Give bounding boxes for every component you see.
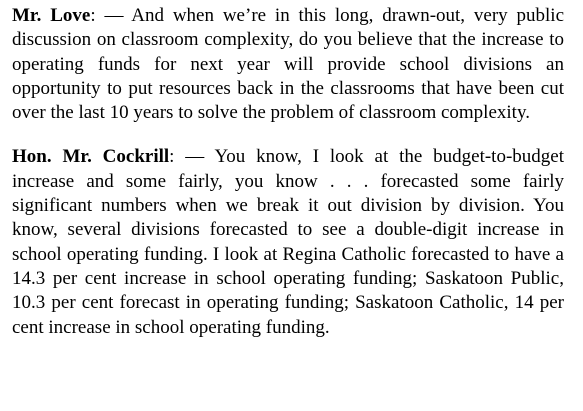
speech-text: You know, I look at the budget-to-budget increase and some fairly, you know . . . forecasted some fairly significant numbers when we break it out division by division. You know, several divisions forecasted to see a double-digit increase in school operating funding. I look at Regina Catholic forecasted to have a 14.3 per cent increase in school operating funding; Saskatoon Public, 10.3 per cent forecast in operating funding; Saskatoon Catholic, 14 per cent increase in school operating funding. [12,146,564,338]
speaker-name: Hon. Mr. Cockrill [12,146,170,168]
transcript-paragraph-mr-love [12,4,564,125]
speaker-name: Mr. Love [12,5,91,26]
transcript-paragraph-hon-mr-cockrill [12,145,564,339]
speaker-separator: : — [169,146,215,168]
transcript-page [12,4,564,340]
speech-text: And when we’re in this long, drawn-out, very public discussion on classroom complexity, do you believe that the increase to operating funds for next year will provide school divisions an opportunity to put resources back in the classrooms that have been cut over the last 10 years to solve the problem of classroom complexity. [12,5,565,124]
speaker-separator: : — [90,5,132,26]
